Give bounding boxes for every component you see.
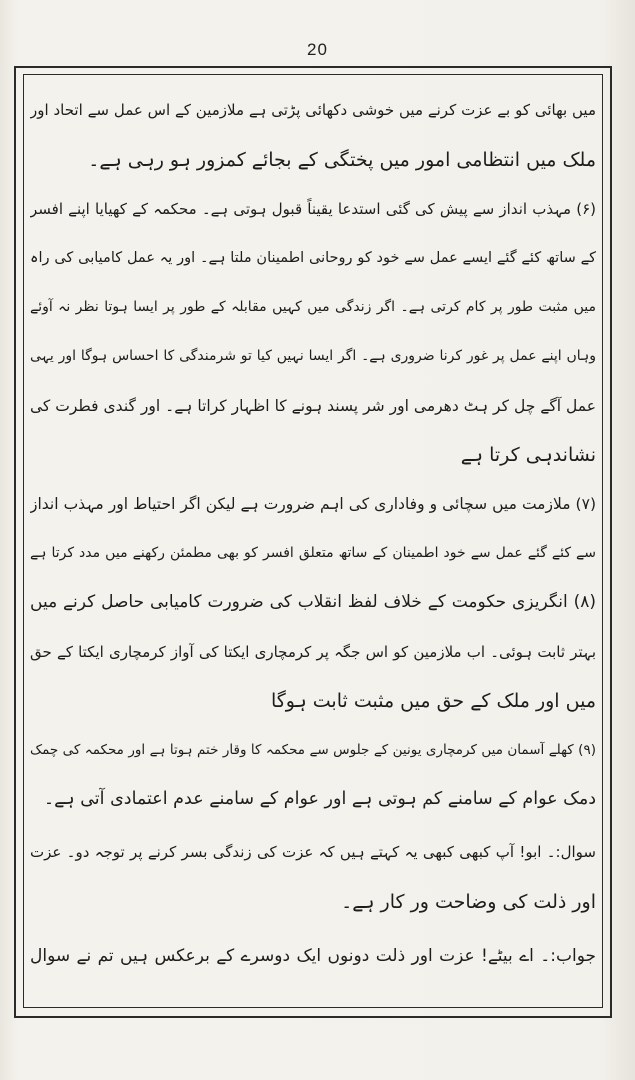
text-line: جواب:۔ اے بیٹے! عزت اور ذلت دونوں ایک دوسرے کے برعکس ہیں تم نے سوال xyxy=(30,946,596,966)
text-line: (۸) انگریزی حکومت کے خلاف لفظ انقلاب کی ضرورت کامیابی حاصل کرنے میں xyxy=(30,592,596,612)
page-number: 20 xyxy=(307,40,328,59)
text-line: میں اور ملک کے حق میں مثبت ثابت ہوگا xyxy=(270,690,596,712)
text-line: بہتر ثابت ہوئی۔ اب ملازمین کو اس جگہ پر کرمچاری ایکتا کی آواز کرمچاری ایکتا کے حق xyxy=(30,643,596,661)
text-line: (۷) ملازمت میں سچائی و وفاداری کی اہم ضرورت ہے لیکن اگر احتیاط اور مہذب انداز xyxy=(30,495,596,513)
page-text xyxy=(30,80,596,1000)
text-line: اور ذلت کی وضاحت ور کار ہے۔ xyxy=(341,891,596,913)
text-line: سے کئے گئے عمل سے خود اطمینان کے ساتھ متعلق افسر کو بھی مطمئن رکھنے میں مدد کرتا ہے xyxy=(30,545,596,561)
text-line: ملک میں انتظامی امور میں پختگی کے بجائے کمزور ہو رہی ہے۔ xyxy=(88,149,596,171)
text-line: نشاندہی کرتا ہے xyxy=(460,444,596,466)
text-line: میں بھائی کو بے عزت کرنے میں خوشی دکھائی پڑتی ہے ملازمین کے اس عمل سے اتحاد اور xyxy=(30,101,596,119)
text-line: کے ساتھ کئے گئے ایسے عمل سے خود کو روحانی اطمینان ملتا ہے۔ اور یہ عمل کامیابی کی راہ xyxy=(30,250,596,266)
text-line: میں مثبت طور پر کام کرتی ہے۔ اگر زندگی میں کہیں مقابلہ کے طور پر ایسا ہوتا نظر نہ آوئے xyxy=(30,299,596,315)
text-line: (۹) کھلے آسمان میں کرمچاری یونین کے جلوس سے محکمہ کا وقار ختم ہوتا ہے اور محکمہ کی چمک xyxy=(30,742,596,758)
text-line: وہاں اپنے عمل پر غور کرنا ضروری ہے۔ اگر ایسا نہیں کیا تو شرمندگی کا احساس ہوگا اور یہی xyxy=(30,348,596,364)
text-line: دمک عوام کے سامنے کم ہوتی ہے اور عوام کے سامنے عدم اعتمادی آتی ہے۔ xyxy=(43,789,596,809)
text-line: سوال:۔ ابو! آپ کبھی کبھی یہ کہتے ہیں کہ عزت کی زندگی بسر کرنے پر توجہ دو۔ عزت xyxy=(30,843,596,861)
text-line: عمل آگے چل کر ہٹ دھرمی اور شر پسند ہونے کا اظہار کراتا ہے۔ اور گندی فطرت کی xyxy=(30,397,596,415)
text-line: (۶) مہذب انداز سے پیش کی گئی استدعا یقیناً قبول ہوتی ہے۔ محکمہ کے کھیایا اپنے افسر xyxy=(30,200,596,218)
